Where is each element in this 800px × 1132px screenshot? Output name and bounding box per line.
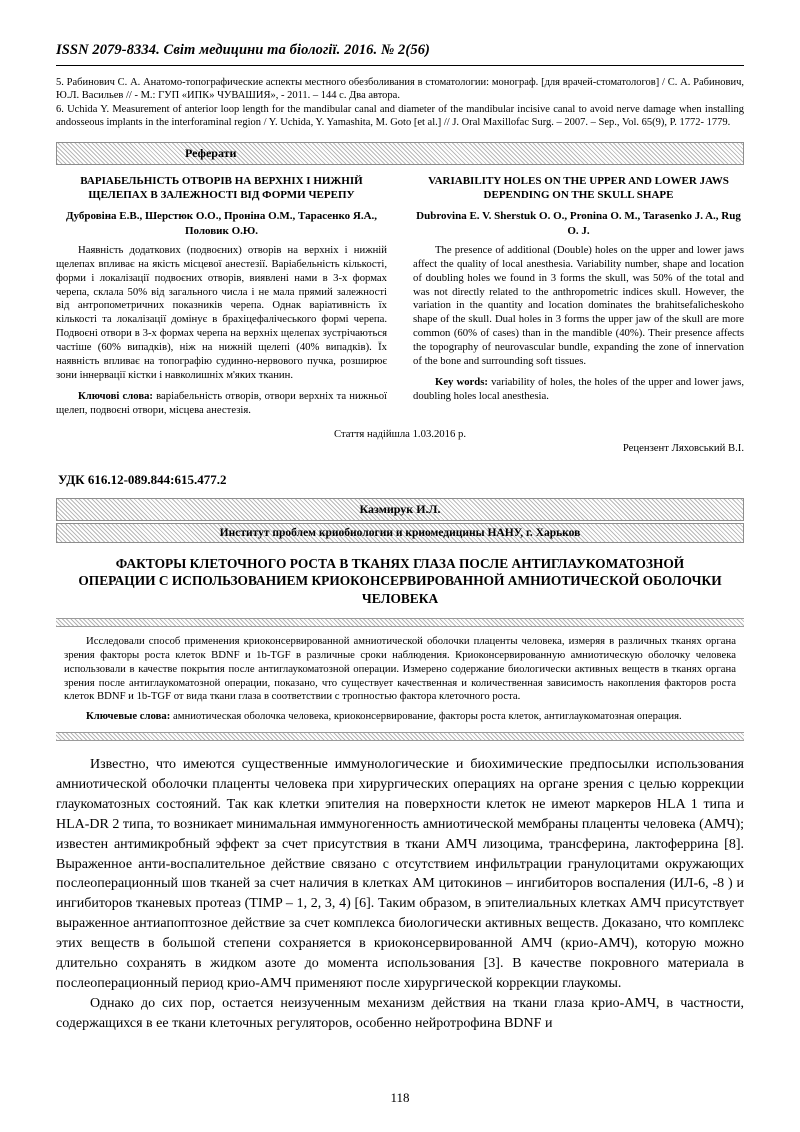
abstract-uk-keywords-value: варіабельність отворів, отвори верхніх та нижньої щелеп, подвоєні отвори, місцева анестезія.	[56, 389, 388, 416]
abstract-rule-top	[56, 618, 744, 627]
article-keywords	[64, 710, 736, 724]
udk-code: УДК 616.12-089.844:615.477.2	[58, 471, 227, 487]
journal-header: ISSN 2079-8334. Світ медицини та біології. 2016. № 2(56)	[56, 42, 430, 58]
abstract-uk	[56, 175, 387, 418]
article-body	[56, 755, 744, 1033]
abstracts-section-band	[56, 142, 744, 165]
abstract-rule-bottom	[56, 732, 744, 741]
reference-item-6: 6. Uchida Y. Measurement of anterior loop length for the mandibular canal and diameter of the mandibular incisive canal to avoid nerve damage when installing andosseous implants in the interforaminal region / Y. Uchida, Y. Yamashita, M. Goto [et al.] // J. Oral Maxillofac Surg. – 2007. – Sep., Vol. 65(9), P. 1772- 1779.	[56, 103, 744, 129]
abstracts-section-label: Реферати	[185, 145, 237, 160]
article-affiliation: Институт проблем криобиологии и криомедицины НАНУ, г. Харьков	[219, 526, 581, 539]
article-abstract	[64, 635, 736, 724]
reviewer-line: Рецензент Ляховський В.І.	[622, 441, 744, 454]
article-abstract-body: Исследовали способ применения криоконсервированной амниотической оболочки плаценты человека, измеряя в различных тканях органа зрения факторы роста клеток BDNF и 1b-TGF в различные сроки наблюдения. Криоконсервированную амниотическую оболочку человека использовали в качестве покрытия после антиглаукоматозной операции. Измерено содержание биологически активных веществ в тканях органа зрения после антиглаукоматозной операции, показано, что существует качественная и количественная зависимость накопления факторов роста клеток BDNF и 1b-TGF от вида ткани глаза в соответствии с тропностью фактора клеточного роста.	[64, 634, 736, 703]
article-title: ФАКТОРЫ КЛЕТОЧНОГО РОСТА В ТКАНЯХ ГЛАЗА ПОСЛЕ АНТИГЛАУКОМАТОЗНОЙ ОПЕРАЦИИ С ИСПОЛЬЗОВАНИЕМ КРИОКОНСЕРВИРОВАННОЙ АМНИОТИЧЕСКОЙ ОБОЛОЧКИ ЧЕЛОВЕКА	[78, 555, 722, 607]
abstract-en-keywords-label: Key words:	[435, 376, 488, 388]
article-paragraph-1: Известно, что имеются существенные иммунологические и биохимические предпосылки использования амниотической оболочки плаценты человека при хирургических операциях на органе зрения с целью коррекции глаукоматозных состояний. Так как клетки эпителия на поверхности клеток не имеют маркеров HLA 1 типа и HLA-DR 2 типа, то возникает минимальная иммуногенность амниотической мембраны плаценты человека (АМЧ); известен антимикробный эффект за счет присутствия в ткани АМЧ лизоцима, трансферина, лактоферрина [8]. Выраженное анти-воспалительное действие связано с отсутствием инфильтрации гранулоцитами окружающих послеоперационный шов тканей за счет наличия в клетках АМ цитокинов – ингибиторов воспаления (ИЛ-6, -8 ) и ингибиторов тканевых протеаз (TIMP – 1, 2, 3, 4) [6]. Таким образом, в эпителиальных клетках АМЧ присутствует выраженное антиапоптозное действие за счет комплекса биологически активных веществ. Доказано, что комплекс этих веществ в большой степени сохраняется в криоконсервированной АМЧ (крио-АМЧ), которую можно длительно сохранять в жидком азоте до момента использования [3]. В качестве покровного материала в послеоперационный период крио-АМЧ применяют после хирургической коррекции глаукомы.	[56, 757, 744, 991]
abstract-en-body: The presence of additional (Double) holes on the upper and lower jaws affect the quality of local anesthesia. Variability number, shape and location of doubling holes we found in 3 forms the skull, was 50% of the total and was not directly related to the anthropometric indices skull. However, the variation in the quantity and location dominates the brahitsefalicheskoho shape of the skull. Dual holes in 3 forms the upper jaw of the skull are more common (60% of cases) than in the mandible (40%). Their presence affects the topography of neurovascular bundle, expanding the zone of innervation of the bone and surrounding soft tissues.	[413, 243, 744, 368]
references-list	[56, 76, 744, 130]
abstract-uk-title: ВАРІАБЕЛЬНІСТЬ ОТВОРІВ НА ВЕРХНІХ І НИЖНІЙ ЩЕЛЕПАХ В ЗАЛЕЖНОСТІ ВІД ФОРМИ ЧЕРЕПУ	[80, 174, 363, 201]
abstract-uk-authors: Дубровіна Е.В., Шерстюк О.О., Проніна О.М., Тарасенко Я.А., Половик О.Ю.	[65, 210, 378, 237]
abstract-en-title: VARIABILITY HOLES ON THE UPPER AND LOWER JAWS DEPENDING ON THE SKULL SHAPE	[428, 174, 729, 201]
abstract-uk-keywords-label: Ключові слова:	[78, 389, 153, 402]
article-affiliation-band	[56, 523, 744, 543]
abstract-uk-keywords	[56, 390, 387, 418]
abstract-en-keywords	[413, 376, 744, 404]
header-divider	[56, 65, 744, 66]
article-paragraph-2: Однако до сих пор, остается неизученным механизм действия на ткани глаза крио-АМЧ, в частности, содержащихся в ее ткани клеточных регуляторов, особенно нейротрофина BDNF и	[56, 995, 744, 1031]
abstract-en	[413, 175, 744, 418]
article-author-band	[56, 498, 744, 521]
reference-item-5: 5. Рабинович С. А. Анатомо-топографические аспекты местного обезболивания в стоматологии: монограф. [для врачей-стоматологов] / С. А. Рабинович, Ю.Л. Васильев // - М.: ГУП «ИПК» ЧУВАШИЯ», - 2011. – 144 с. Два автора.	[56, 77, 744, 102]
abstract-uk-body: Наявність додаткових (подвоєних) отворів на верхніх і нижній щелепах впливає на якість місцевої анестезії. Варіабельність кількості, форми і локалізації подвоєних отворів, виявлені нами в 3-х формах черепа, склала 50% від загального числа і не мала прямий залежності від антропометричних показників черепа. Однак варіативність їх кількості та локалізації домінує в брахіцефалічеського формі черепа. Подвоєні отвори в 3-х формах черепа на верхніх щелепах зустрічаються частіше (60% випадків), ніж на нижній щелепі (40% випадків). Їх наявність впливає на топографію судинно-нервового пучка, розширює зони іннервації кістки і навколишніх м'яких тканин.	[56, 243, 387, 381]
abstracts-columns	[56, 175, 744, 418]
article-keywords-label: Ключевые слова:	[86, 710, 171, 723]
submission-date: Стаття надійшла 1.03.2016 р.	[333, 427, 467, 440]
article-author: Казмирук И.Л.	[359, 501, 441, 516]
abstract-en-authors: Dubrovina E. V. Sherstuk O. O., Pronina O. M., Tarasenko J. A., Rug O. J.	[416, 210, 741, 237]
page-number: 118	[390, 1090, 410, 1105]
article-keywords-value: амниотическая оболочка человека, криоконсервирование, факторы роста клеток, антиглаукоматозная операция.	[172, 710, 682, 723]
abstract-en-keywords-value: variability of holes, the holes of the upper and lower jaws, doubling holes local anesthesia.	[413, 376, 744, 402]
